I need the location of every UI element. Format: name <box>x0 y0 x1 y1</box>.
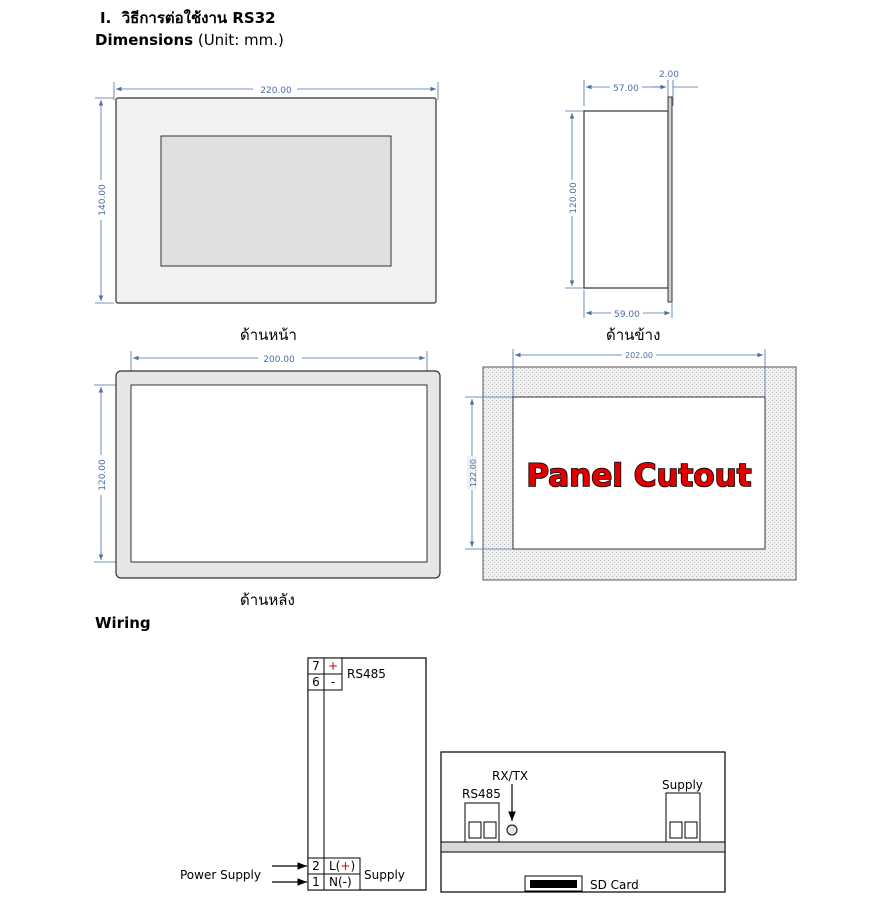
back-height-label: 120.00 <box>98 459 108 491</box>
terminal-2-label: L(+) <box>329 859 356 873</box>
section-title-text: วิธีการต่อใช้งาน RS32 <box>121 9 276 27</box>
terminal-7-sign: + <box>327 659 339 673</box>
back-view <box>94 351 440 578</box>
terminal-7: 7 <box>312 659 320 673</box>
power-supply-label: Power Supply <box>180 868 261 882</box>
dimensions-label: Dimensions <box>95 31 194 49</box>
terminal-6: 6 <box>312 675 320 689</box>
cutout-height-label: 122.00 <box>469 459 478 487</box>
back-width-label: 200.00 <box>263 355 295 365</box>
cutout-width-label: 202.00 <box>625 351 653 360</box>
side-flange-label: 2.00 <box>658 70 680 80</box>
rs485-terminal-label: RS485 <box>347 667 386 681</box>
bottom-panel-rail <box>441 842 725 852</box>
device-outline <box>308 658 426 890</box>
supply-terminal-label: Supply <box>364 868 405 882</box>
panel-cutout-view <box>465 349 796 580</box>
terminal-strip <box>308 658 324 890</box>
terminal-block-diagram <box>180 658 426 890</box>
terminal-1-label: N(-) <box>329 875 352 889</box>
back-view-caption: ด้านหลัง <box>240 591 295 609</box>
side-flange <box>668 97 672 302</box>
section-numeral: I. <box>100 9 112 27</box>
front-view-caption: ด้านหน้า <box>240 326 297 344</box>
terminal-2: 2 <box>312 859 320 873</box>
side-height-label: 120.00 <box>569 182 579 214</box>
bottom-rs485-label: RS485 <box>462 787 501 801</box>
front-screen <box>161 136 391 266</box>
terminal-6-sign: - <box>330 675 336 689</box>
front-height-label: 140.00 <box>98 184 108 216</box>
back-body <box>131 385 427 562</box>
side-depth-bottom-label: 59.00 <box>614 310 640 320</box>
side-depth-top-label: 57.00 <box>613 84 639 94</box>
rxtx-label: RX/TX <box>492 769 529 783</box>
bottom-supply-label: Supply <box>662 778 703 792</box>
side-body <box>584 111 668 288</box>
side-view-caption: ด้านข้าง <box>606 326 661 344</box>
front-width-label: 220.00 <box>260 86 292 96</box>
rxtx-led <box>507 825 517 835</box>
terminal-1: 1 <box>312 875 320 889</box>
unit-label: (Unit: mm.) <box>197 31 284 49</box>
bottom-panel-diagram <box>441 752 725 892</box>
wiring-heading: Wiring <box>95 614 151 632</box>
side-view <box>565 70 698 320</box>
panel-cutout-label: Panel Cutout <box>526 458 752 494</box>
sd-card-label: SD Card <box>590 878 639 892</box>
front-view <box>95 82 438 303</box>
